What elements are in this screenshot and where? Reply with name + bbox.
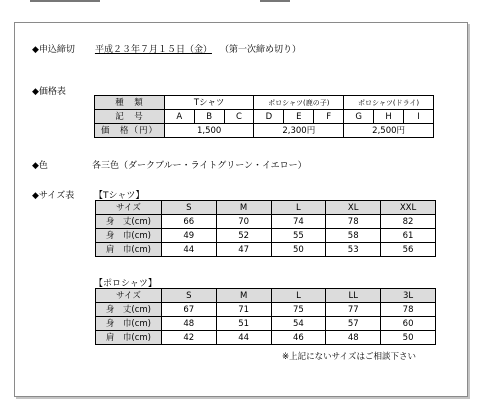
- size-header-cell: S: [161, 201, 216, 215]
- polo-size-table: [95, 288, 436, 345]
- table-cell: 54: [271, 317, 326, 331]
- size-heading: ◆サイズ表: [32, 191, 75, 201]
- code-cell: A: [164, 110, 194, 124]
- kind-cell: ポロシャツ(鹿の子): [254, 96, 344, 110]
- table-cell: 44: [161, 243, 216, 257]
- table-cell: 71: [216, 303, 271, 317]
- size-header-row: [96, 201, 436, 215]
- price-label: 価 格（円）: [95, 124, 165, 138]
- deadline-line: [32, 42, 301, 55]
- top-edge-mark: [260, 0, 290, 2]
- size-header-row: [96, 289, 436, 303]
- row-label: 身 巾(cm): [96, 317, 162, 331]
- table-cell: 78: [326, 215, 381, 229]
- table-cell: 55: [271, 229, 326, 243]
- table-cell: 50: [271, 243, 326, 257]
- code-label: 記 号: [95, 110, 165, 124]
- code-cell: H: [374, 110, 404, 124]
- table-row: [96, 229, 436, 243]
- top-edge-mark: [30, 0, 100, 2]
- table-cell: 44: [216, 331, 271, 345]
- table-cell: 74: [271, 215, 326, 229]
- code-cell: I: [404, 110, 434, 124]
- table-cell: 42: [161, 331, 216, 345]
- polo-title: 【ポロシャツ】: [94, 279, 157, 289]
- deadline-date: 平成２３年７月１５日（金）: [94, 45, 212, 55]
- table-row: [96, 317, 436, 331]
- table-row: [96, 243, 436, 257]
- price-cell: 1,500: [164, 124, 254, 138]
- table-cell: 78: [381, 303, 436, 317]
- price-table: [94, 95, 434, 138]
- table-cell: 66: [161, 215, 216, 229]
- size-header-cell: XXL: [381, 201, 436, 215]
- table-cell: 46: [271, 331, 326, 345]
- size-header-cell: LL: [326, 289, 381, 303]
- price-cell: 2,500円: [344, 124, 434, 138]
- table-cell: 48: [326, 331, 381, 345]
- kind-cell: ポロシャツ(ドライ): [344, 96, 434, 110]
- color-value: 各三色（ダークブルー・ライトグリーン・イエロー）: [92, 161, 307, 171]
- kind-cell: Tシャツ: [164, 96, 254, 110]
- table-cell: 58: [326, 229, 381, 243]
- table-row: [96, 331, 436, 345]
- code-cell: F: [314, 110, 344, 124]
- code-cell: C: [224, 110, 254, 124]
- table-cell: 67: [161, 303, 216, 317]
- size-header-cell: S: [161, 289, 216, 303]
- row-label: 身 丈(cm): [96, 303, 162, 317]
- price-cell: 2,300円: [254, 124, 344, 138]
- kind-label: 種 類: [95, 96, 165, 110]
- size-header-cell: XL: [326, 201, 381, 215]
- table-cell: 61: [381, 229, 436, 243]
- size-header-label: サイズ: [96, 289, 162, 303]
- color-heading: ◆色: [32, 161, 48, 171]
- price-code-row: [95, 110, 434, 124]
- table-cell: 53: [326, 243, 381, 257]
- row-label: 肩 巾(cm): [96, 243, 162, 257]
- deadline-marker: ◆: [32, 45, 39, 55]
- row-label: 肩 巾(cm): [96, 331, 162, 345]
- deadline-label: 申込締切: [38, 45, 75, 55]
- table-cell: 47: [216, 243, 271, 257]
- code-cell: G: [344, 110, 374, 124]
- price-kind-row: [95, 96, 434, 110]
- footnote: ※上記にないサイズはご相談下さい: [282, 352, 416, 362]
- size-header-cell: L: [271, 201, 326, 215]
- code-cell: D: [254, 110, 284, 124]
- tshirt-size-table: [95, 200, 436, 257]
- table-cell: 52: [216, 229, 271, 243]
- table-cell: 60: [381, 317, 436, 331]
- table-cell: 56: [381, 243, 436, 257]
- table-cell: 75: [271, 303, 326, 317]
- table-cell: 82: [381, 215, 436, 229]
- row-label: 身 巾(cm): [96, 229, 162, 243]
- table-cell: 50: [381, 331, 436, 345]
- tshirt-title: 【Tシャツ】: [94, 191, 145, 201]
- size-header-cell: 3L: [381, 289, 436, 303]
- price-value-row: [95, 124, 434, 138]
- row-label: 身 丈(cm): [96, 215, 162, 229]
- code-cell: E: [284, 110, 314, 124]
- size-header-label: サイズ: [96, 201, 162, 215]
- price-heading: ◆価格表: [32, 87, 66, 97]
- table-cell: 70: [216, 215, 271, 229]
- code-cell: B: [194, 110, 224, 124]
- table-cell: 57: [326, 317, 381, 331]
- table-cell: 51: [216, 317, 271, 331]
- deadline-note: （第一次締め切り）: [219, 45, 301, 55]
- table-row: [96, 303, 436, 317]
- size-header-cell: M: [216, 289, 271, 303]
- table-cell: 77: [326, 303, 381, 317]
- table-cell: 49: [161, 229, 216, 243]
- size-header-cell: L: [271, 289, 326, 303]
- size-header-cell: M: [216, 201, 271, 215]
- table-cell: 48: [161, 317, 216, 331]
- table-row: [96, 215, 436, 229]
